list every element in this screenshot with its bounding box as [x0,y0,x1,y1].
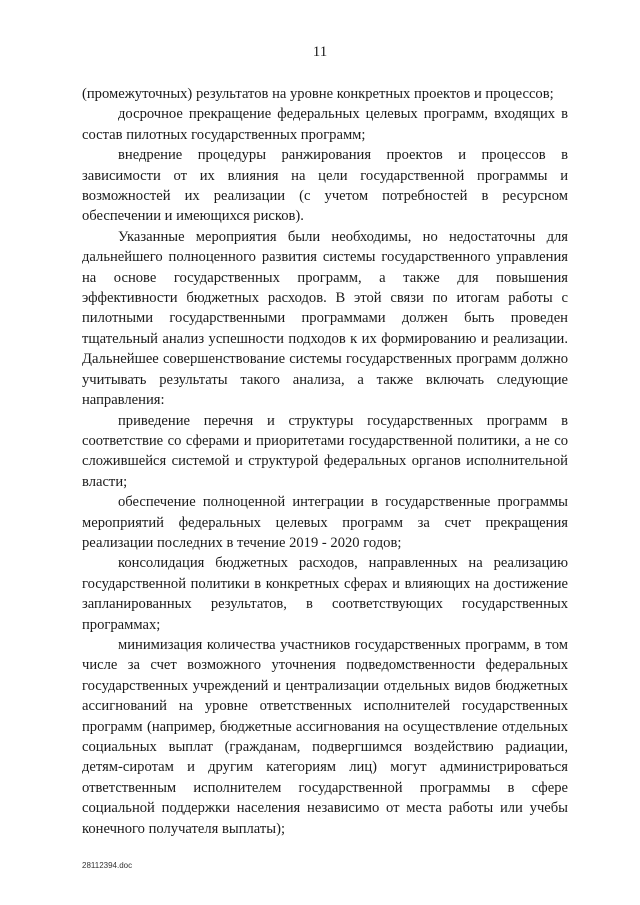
document-file-code: 28112394.doc [82,861,133,870]
paragraph: Указанные мероприятия были необходимы, но недостаточны для дальнейшего полноценного развития системы государственного управления на основе государственных программ, а также для повышения эффективности бюджетных расходов. В этой связи по итогам работы с пилотными государственными программами должен быть проведен тщательный анализ успешности подходов к их формированию и реализации. Дальнейшее совершенствование системы государственных программ должно учитывать результаты такого анализа, а также включать следующие направления: [82,228,568,409]
paragraph: приведение перечня и структуры государственных программ в соответствие со сферами и приоритетами государственной политики, а не со сложившейся системой и структурой федеральных органов исполнительной власти; [82,412,568,490]
page-number: 11 [312,44,328,60]
paragraph: обеспечение полноценной интеграции в государственные программы мероприятий федеральных целевых программ за счет прекращения реализации последних в течение 2019 - 2020 годов; [82,494,568,551]
paragraph: внедрение процедуры ранжирования проектов и процессов в зависимости от их влияния на цели государственной программы и возможностей их реализации (с учетом потребностей в ресурсном обеспечении и имеющихся рисков). [82,147,568,225]
paragraph: консолидация бюджетных расходов, направленных на реализацию государственной политики в конкретных сферах и влияющих на достижение запланированных результатов, в соответствующих государственных программах; [82,555,568,633]
paragraph: досрочное прекращение федеральных целевых программ, входящих в состав пилотных государственных программ; [82,106,568,143]
document-body [82,84,568,839]
paragraph-continuation: (промежуточных) результатов на уровне конкретных проектов и процессов; [82,86,554,102]
paragraph: минимизация количества участников государственных программ, в том числе за счет возможного уточнения подведомственности федеральных государственных учреждений и централизации отдельных видов бюджетных ассигнований на уровне ответственных исполнителей государственных программ (например, бюджетные ассигнования на осуществление отдельных социальных выплат (гражданам, подвергшимся воздействию радиации, детям-сиротам и другим категориям лиц) могут администрироваться ответственным исполнителем государственной программы в сфере социальной поддержки населения независимо от места работы или учебы конечного получателя выплаты); [82,636,568,837]
